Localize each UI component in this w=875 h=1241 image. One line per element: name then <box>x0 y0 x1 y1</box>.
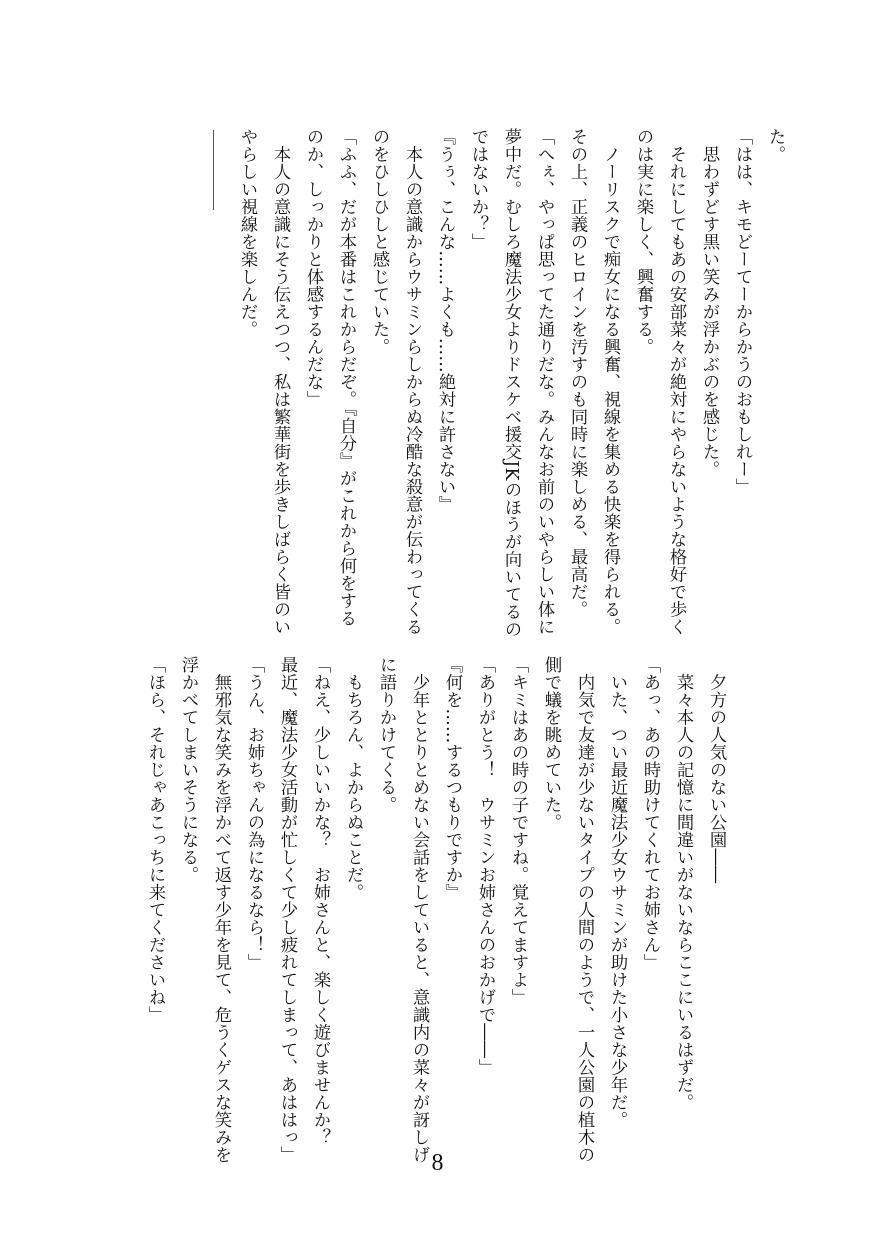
text-line: もちろん、よからぬことだ。 <box>343 656 363 901</box>
text-line: 菜々本人の記憶に間違いがないならここにいるはずだ。 <box>673 656 693 1111</box>
text-line: 本人の意識からウサミンらしからぬ冷酷な殺意が伝わってくる <box>402 128 422 636</box>
text-line: ノーリスクで痴女になる興奮、視線を集める快楽を得られる。 <box>600 128 620 636</box>
text-line: のは実に楽しく、興奮する。 <box>633 128 653 356</box>
text-line: 「あっ、あの時助けてくれてお姉さん」 <box>640 656 660 971</box>
text-line: 『うぅ、こんな……よくも……絶対に許さない』 <box>435 128 455 513</box>
text-line: 少年ととりとめない会話をしていると、意識内の菜々が訝しげ <box>409 656 429 1164</box>
text-line: ではないか？」 <box>468 128 488 251</box>
text-line: のをひしひしと感じていた。 <box>369 128 389 356</box>
text-line: いた、つい最近魔法少女ウサミンが助けた小さな少年だ。 <box>607 656 627 1129</box>
text-line: のか、しっかりと体感するんだな」 <box>303 128 323 408</box>
text-line: 「うん、お姉ちゃんの為になるなら！」 <box>244 656 264 971</box>
text-line: 『何を……するつもりですか』 <box>442 656 462 901</box>
text-line: 夢中だ。むしろ魔法少女よりドスケベ援交JKのほうが向いてるの <box>501 128 521 638</box>
text-line: 「はは、キモどーてーからかうのおもしれー」 <box>732 128 752 496</box>
text-line: 「ありがとう！ ウサミンお姉さんのおかげで――」 <box>475 656 495 1076</box>
text-line: 「キミはあの時の子ですね。覚えてますよ」 <box>508 656 528 1006</box>
text-line: その上、正義のヒロインを汚すのも同時に楽しめる、最高だ。 <box>567 128 587 618</box>
text-line: やらしい視線を楽しんだ。 <box>237 128 257 338</box>
lower-text-block <box>138 656 732 1164</box>
text-line: 「へぇ、やっぱ思ってた通りだな。みんなお前のいやらしい体に <box>534 128 554 636</box>
text-line: 本人の意識にそう伝えつつ、私は繁華街を歩きしばらく皆のい <box>270 128 290 636</box>
text-line: 最近、魔法少女活動が忙しくて少し疲れてしまって、あははっ」 <box>277 656 297 1164</box>
text-line: 「ふふ、だが本番はこれからだぞ。『自分』がこれから何をする <box>336 128 356 627</box>
text-line: それにしてもあの安部菜々が絶対にやらないような格好で歩く <box>666 128 686 636</box>
page-number: 8 <box>431 1150 444 1176</box>
text-line: た。 <box>765 128 785 163</box>
text-line: 浮かべてしまいそうになる。 <box>178 656 198 884</box>
text-line: 思わずどす黒い笑みが浮かぶのを感じた。 <box>699 128 719 478</box>
upper-text-block <box>197 128 792 638</box>
text-line: 無邪気な笑みを浮かべて返す少年を見て、危うくゲスな笑みを <box>211 656 231 1164</box>
section-separator <box>197 128 230 218</box>
text-line: 側で蟻を眺めていた。 <box>541 656 561 831</box>
text-line: 「ねえ、少しいいかな？ お姉さんと、楽しく遊びませんか？ <box>310 656 330 1146</box>
text-line: 「ほら、それじゃあこっちに来てくださいね」 <box>145 656 165 1024</box>
text-line: に語りかけてくる。 <box>376 656 396 814</box>
text-line: 内気で友達が少ないタイプの人間のようで、一人公園の植木の <box>574 656 594 1164</box>
text-line: 夕方の人気のない公園―― <box>706 656 726 884</box>
